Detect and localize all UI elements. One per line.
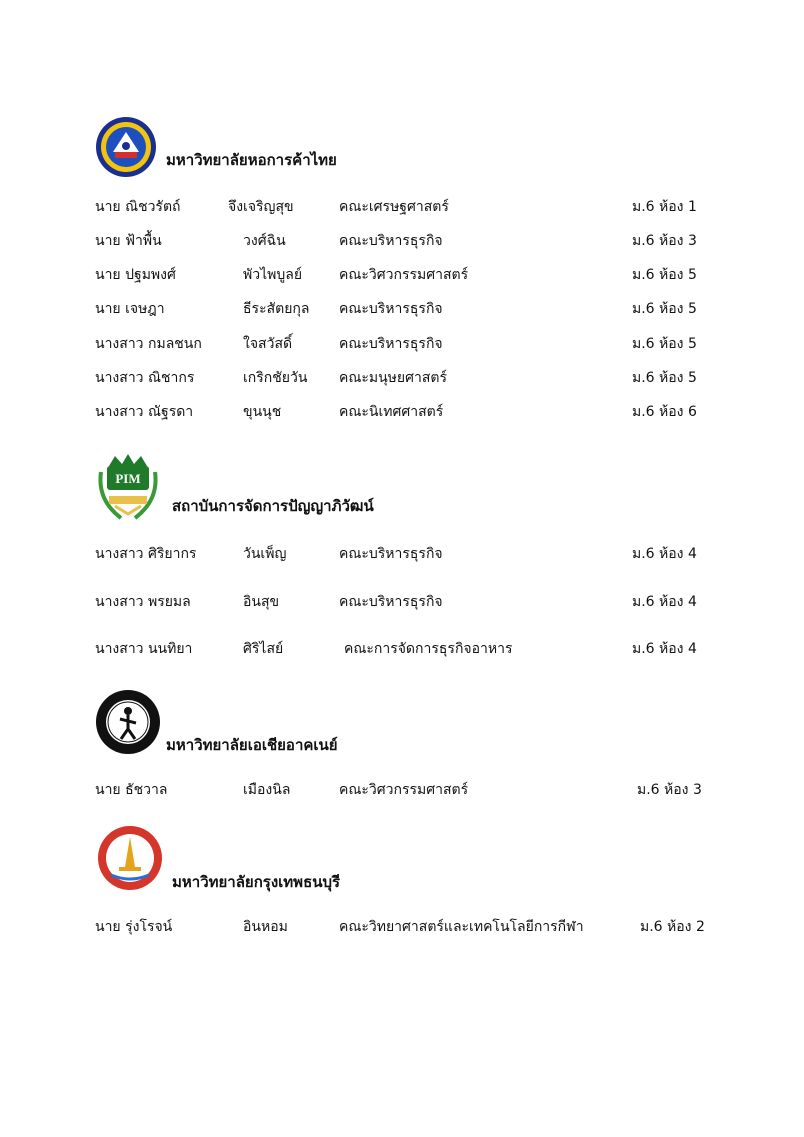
table-row bbox=[0, 638, 804, 660]
table-row bbox=[0, 779, 804, 801]
class-room: ม.6 ห้อง 1 bbox=[632, 199, 697, 215]
faculty: คณะวิทยาศาสตร์และเทคโนโลยีการกีฬา bbox=[339, 919, 584, 935]
student-surname: พัวไพบูลย์ bbox=[243, 267, 303, 283]
student-name: นางสาว กมลชนก bbox=[95, 336, 202, 352]
student-name: นางสาว พรยมล bbox=[95, 594, 191, 610]
class-room: ม.6 ห้อง 6 bbox=[632, 404, 697, 420]
student-surname: เกริกชัยวัน bbox=[243, 370, 308, 386]
section-title: มหาวิทยาลัยกรุงเทพธนบุรี bbox=[172, 873, 341, 891]
section-title: สถาบันการจัดการปัญญาภิวัฒน์ bbox=[172, 497, 374, 515]
faculty: คณะบริหารธุรกิจ bbox=[339, 594, 443, 610]
faculty: คณะบริหารธุรกิจ bbox=[339, 336, 443, 352]
student-surname: วงศ์ฉิน bbox=[243, 233, 286, 249]
table-row bbox=[0, 543, 804, 565]
table-row bbox=[0, 591, 804, 613]
class-room: ม.6 ห้อง 5 bbox=[632, 370, 697, 386]
table-row bbox=[0, 916, 804, 938]
class-room: ม.6 ห้อง 5 bbox=[632, 267, 697, 283]
faculty: คณะมนุษยศาสตร์ bbox=[339, 370, 448, 386]
faculty: คณะเศรษฐศาสตร์ bbox=[339, 199, 449, 215]
student-surname: วันเพ็ญ bbox=[243, 546, 287, 562]
student-name: นาย ธัชวาล bbox=[95, 782, 168, 798]
btu-logo-icon bbox=[97, 825, 163, 891]
student-name: นางสาว ศิริยากร bbox=[95, 546, 197, 562]
class-room: ม.6 ห้อง 5 bbox=[632, 301, 697, 317]
faculty: คณะการจัดการธุรกิจอาหาร bbox=[344, 641, 513, 657]
faculty: คณะบริหารธุรกิจ bbox=[339, 301, 443, 317]
student-surname: ธีระสัตยกุล bbox=[243, 301, 310, 317]
section-title: มหาวิทยาลัยเอเชียอาคเนย์ bbox=[166, 736, 338, 754]
class-room: ม.6 ห้อง 3 bbox=[637, 782, 702, 798]
class-room: ม.6 ห้อง 5 bbox=[632, 336, 697, 352]
faculty: คณะบริหารธุรกิจ bbox=[339, 546, 443, 562]
student-name: นางสาว ณัฐรดา bbox=[95, 404, 194, 420]
student-name: นางสาว นนทิยา bbox=[95, 641, 193, 657]
table-row bbox=[0, 264, 804, 286]
class-room: ม.6 ห้อง 4 bbox=[632, 594, 697, 610]
table-row bbox=[0, 230, 804, 252]
student-surname: ขุนนุช bbox=[243, 404, 282, 420]
student-name: นาย ปฐมพงศ์ bbox=[95, 267, 176, 283]
faculty: คณะบริหารธุรกิจ bbox=[339, 233, 443, 249]
class-room: ม.6 ห้อง 2 bbox=[640, 919, 705, 935]
table-row bbox=[0, 298, 804, 320]
table-row bbox=[0, 333, 804, 355]
student-surname: อินหอม bbox=[243, 919, 288, 935]
pim-logo-text: PIM bbox=[115, 471, 141, 486]
class-room: ม.6 ห้อง 4 bbox=[632, 546, 697, 562]
table-row bbox=[0, 196, 804, 218]
student-name: นาย ณิชวรัตถ์ bbox=[95, 199, 181, 215]
sau-logo-icon bbox=[95, 689, 161, 755]
student-surname: อินสุข bbox=[243, 594, 280, 610]
student-surname: ศิริไสย์ bbox=[243, 641, 284, 657]
class-room: ม.6 ห้อง 3 bbox=[632, 233, 697, 249]
student-surname: ใจสวัสดิ์ bbox=[243, 336, 293, 352]
pim-logo-icon bbox=[95, 452, 161, 522]
table-row bbox=[0, 367, 804, 389]
student-name: นาย เจษฎา bbox=[95, 301, 165, 317]
student-name: นาย ฟ้าพื้น bbox=[95, 233, 162, 249]
student-name: นางสาว ณิชากร bbox=[95, 370, 195, 386]
student-surname: เมืองนิล bbox=[243, 782, 291, 798]
faculty: คณะนิเทศศาสตร์ bbox=[339, 404, 444, 420]
class-room: ม.6 ห้อง 4 bbox=[632, 641, 697, 657]
student-name: นาย รุ่งโรจน์ bbox=[95, 919, 173, 935]
student-surname: จึงเจริญสุข bbox=[228, 199, 294, 215]
table-row bbox=[0, 401, 804, 423]
faculty: คณะวิศวกรรมศาสตร์ bbox=[339, 267, 469, 283]
section-title: มหาวิทยาลัยหอการค้าไทย bbox=[166, 151, 337, 169]
utcc-logo-icon bbox=[95, 116, 157, 178]
faculty: คณะวิศวกรรมศาสตร์ bbox=[339, 782, 469, 798]
